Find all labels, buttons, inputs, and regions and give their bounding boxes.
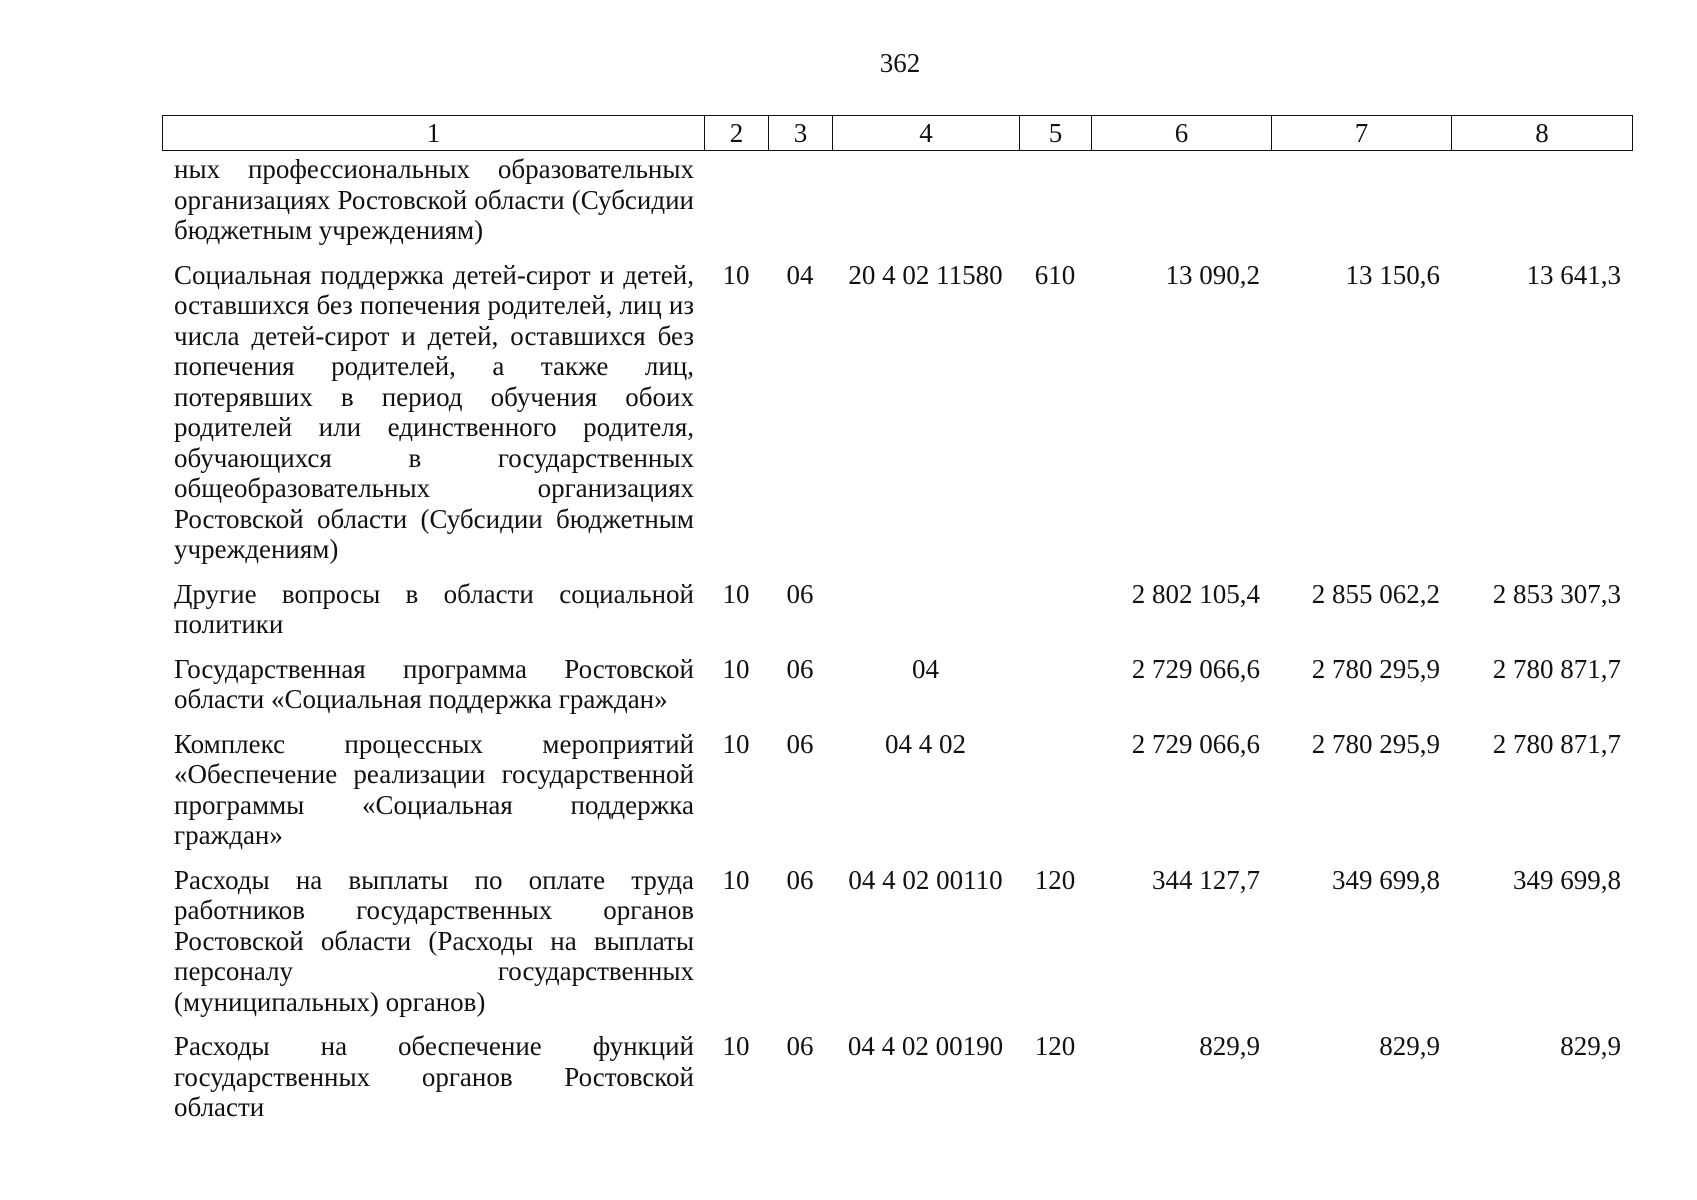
row-amount-1 [1091,151,1271,260]
row-amount-2 [1271,151,1451,260]
row-subsection: 06 [786,578,814,609]
row-name: Расходы на выплаты по оплате труда работников государственных органов Ростовской области (Расходы на выплаты персоналу государственных (муниципальных) органов) [174,864,694,1017]
header-cell-8: 8 [1452,116,1633,151]
table-row [162,151,1632,260]
page-number: 362 [879,48,921,78]
row-amount-3: 349 699,8 [1513,864,1621,895]
table-row [162,1031,1632,1137]
row-section [704,151,768,260]
row-section: 10 [722,728,750,759]
row-amount-2: 349 699,8 [1332,864,1440,895]
header-cell-6: 6 [1092,116,1272,151]
row-amount-3: 829,9 [1560,1031,1621,1061]
row-amount-1: 344 127,7 [1152,864,1260,895]
row-amount-3: 2 780 871,7 [1492,728,1621,759]
table-header [162,115,1633,151]
budget-table [162,151,1632,1137]
row-name: Другие вопросы в области социальной политики [174,578,694,639]
row-section: 10 [722,653,750,684]
row-expense-type [1019,151,1091,260]
row-amount-2: 2 855 062,2 [1311,578,1440,609]
table-row [162,729,1632,865]
row-name: Расходы на обеспечение функций государственных органов Ростовской области [174,1031,694,1122]
row-amount-3: 2 780 871,7 [1492,653,1621,684]
row-amount-1: 2 729 066,6 [1131,653,1260,684]
row-name: Комплекс процессных мероприятий «Обеспечение реализации государственной программы «Социальная поддержка граждан» [174,728,694,850]
header-cell-7: 7 [1272,116,1452,151]
row-expense-type [1019,729,1091,865]
row-amount-2: 2 780 295,9 [1311,728,1440,759]
row-subsection: 06 [786,864,814,895]
row-amount-2: 2 780 295,9 [1311,653,1440,684]
row-target-article: 04 4 02 00190 [847,1031,1004,1061]
row-expense-type [1019,654,1091,729]
row-subsection: 04 [786,259,814,290]
row-amount-1: 829,9 [1199,1031,1260,1061]
header-cell-4: 4 [833,116,1020,151]
row-target-article: 04 4 02 [885,728,966,759]
header-cell-1: 1 [163,116,705,151]
row-section: 10 [722,578,750,609]
row-target-article [832,579,1019,654]
row-amount-3: 13 641,3 [1526,259,1621,290]
row-amount-1: 2 729 066,6 [1131,728,1260,759]
row-amount-2: 13 150,6 [1345,259,1440,290]
row-section: 10 [722,864,750,895]
table-row [162,260,1632,579]
row-expense-type: 120 [1034,1031,1076,1061]
row-subsection [768,151,832,260]
row-subsection: 06 [786,728,814,759]
header-cell-3: 3 [769,116,833,151]
row-amount-2: 829,9 [1379,1031,1440,1061]
row-subsection: 06 [786,1031,814,1061]
row-name: ных профессиональных образовательных организациях Ростовской области (Субсидии бюджетным учреждениям) [174,154,694,245]
row-subsection: 06 [786,653,814,684]
row-target-article: 04 [912,653,939,684]
row-target-article [832,151,1019,260]
row-section: 10 [722,259,750,290]
row-section: 10 [722,1031,750,1061]
row-expense-type: 120 [1034,864,1076,895]
row-amount-3: 2 853 307,3 [1492,578,1621,609]
row-target-article: 20 4 02 11580 [848,259,1003,290]
header-cell-5: 5 [1020,116,1092,151]
row-amount-1: 13 090,2 [1165,259,1260,290]
table-row [162,865,1632,1032]
row-amount-1: 2 802 105,4 [1131,578,1260,609]
header-row [163,116,1633,151]
header-cell-2: 2 [705,116,769,151]
row-name: Государственная программа Ростовской области «Социальная поддержка граждан» [174,653,694,714]
row-amount-3 [1451,151,1632,260]
table-row [162,654,1632,729]
row-expense-type: 610 [1034,259,1076,290]
row-target-article: 04 4 02 00110 [848,864,1003,895]
row-expense-type [1019,579,1091,654]
table-row [162,579,1632,654]
row-name: Социальная поддержка детей-сирот и детей, оставшихся без попечения родителей, лиц из числа детей-сирот и детей, оставшихся без попечения родителей, а также лиц, потерявших в период обучения обоих родителей или единственного родителя, обучающихся в государственных общеобразовательных организациях Ростовской области (Субсидии бюджетным учреждениям) [174,259,694,564]
